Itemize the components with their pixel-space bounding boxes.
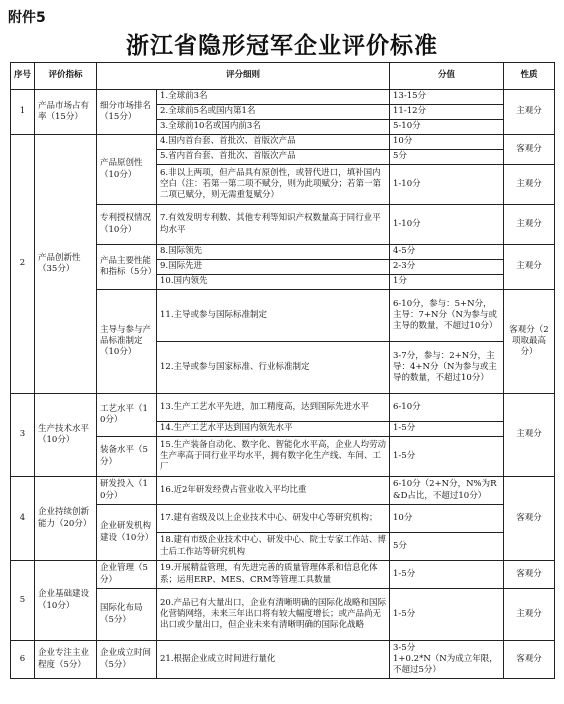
detail-cell: 18.建有市级企业技术中心、研发中心、院士专家工作站、博士后工作站等研究机构 [157,533,390,561]
score-cell: 1分 [390,275,504,290]
score-cell: 6-10分，参与：5+N分，主导：7+N分（N为参与或主导的数量，不超过10分） [390,290,504,342]
nature-cell: 客观分 [504,135,555,165]
score-cell: 1-5分 [390,561,504,589]
group-number: 3 [11,394,35,477]
table-row [11,477,555,505]
score-cell: 1-5分 [390,589,504,641]
sub-indicator: 研发投入（10分） [97,477,157,505]
score-cell: 5分 [390,150,504,165]
group-indicator: 产品市场占有率（15分） [35,90,97,135]
detail-cell: 11.主导或参与国际标准制定 [157,290,390,342]
header-score: 分值 [390,63,504,90]
nature-cell: 主观分 [504,394,555,477]
table-row [11,90,555,105]
detail-cell: 8.国际领先 [157,245,390,260]
score-cell: 13-15分 [390,90,504,105]
detail-cell: 2.全球前5名或国内第1名 [157,105,390,120]
nature-cell: 客观分 [504,561,555,589]
nature-cell: 客观分 [504,641,555,679]
sub-indicator: 企业研发机构建设（10分） [97,505,157,561]
sub-indicator: 专利授权情况（10分） [97,205,157,245]
nature-cell: 主观分 [504,165,555,205]
nature-cell: 客观分（2项取最高分） [504,290,555,394]
score-cell: 10分 [390,135,504,150]
score-cell: 1-10分 [390,205,504,245]
score-cell: 11-12分 [390,105,504,120]
nature-cell: 主观分 [504,205,555,245]
group-indicator: 生产技术水平（10分） [35,394,97,477]
sub-indicator: 企业成立时间（5分） [97,641,157,679]
score-cell: 3-5分 1+0.2*N（N为成立年限，不超过5分） [390,641,504,679]
nature-cell: 主观分 [504,245,555,290]
evaluation-table [10,62,555,679]
detail-cell: 15.生产装备自动化、数字化、智能化水平高，企业人均劳动生产率高于同行业平均水平，拥有数字化生产线、车间、工厂 [157,437,390,477]
attachment-label: 附件5 [8,10,46,26]
detail-cell: 20.产品已有大量出口，企业有清晰明确的国际化战略和国际化营销网络，未来三年出口将有较大幅度增长；或产品尚无出口或少量出口，但企业未来有清晰明确的国际化战略 [157,589,390,641]
group-number: 4 [11,477,35,561]
group-indicator: 产品创新性（35分） [35,135,97,394]
detail-cell: 17.建有省级及以上企业技术中心、研发中心等研究机构； [157,505,390,533]
detail-cell: 5.省内首台套、首批次、首版次产品 [157,150,390,165]
table-row [11,561,555,589]
group-indicator: 企业基础建设（10分） [35,561,97,641]
detail-cell: 14.生产工艺水平达到国内领先水平 [157,422,390,437]
detail-cell: 9.国际先进 [157,260,390,275]
nature-cell: 主观分 [504,90,555,135]
detail-cell: 21.根据企业成立时间进行量化 [157,641,390,679]
sub-indicator: 细分市场排名（15分） [97,90,157,135]
table-row [11,641,555,679]
nature-cell: 主观分 [504,589,555,641]
score-cell: 6-10分 [390,394,504,422]
nature-cell: 客观分 [504,477,555,561]
detail-cell: 19.开展精益管理，有先进完善的质量管理体系和信息化体系；运用ERP、MES、CRM等管理工具数量 [157,561,390,589]
page-title: 浙江省隐形冠军企业评价标准 [126,32,438,59]
score-cell: 1-5分 [390,422,504,437]
sub-indicator: 主导与参与产品标准制定（10分） [97,290,157,394]
group-number: 6 [11,641,35,679]
score-cell: 5-10分 [390,120,504,135]
sub-indicator: 国际化布局（5分） [97,589,157,641]
group-indicator: 企业专注主业程度（5分） [35,641,97,679]
detail-cell: 10.国内领先 [157,275,390,290]
detail-cell: 7.有效发明专利数、其他专利等知识产权数量高于同行业平均水平 [157,205,390,245]
sub-indicator: 企业管理（5分） [97,561,157,589]
table-header-row [11,63,555,90]
header-nature: 性质 [504,63,555,90]
score-cell: 4-5分 [390,245,504,260]
detail-cell: 13.生产工艺水平先进，加工精度高，达到国际先进水平 [157,394,390,422]
detail-cell: 12.主导或参与国家标准、行业标准制定 [157,342,390,394]
group-number: 2 [11,135,35,394]
table-row [11,135,555,150]
score-cell: 10分 [390,505,504,533]
detail-cell: 16.近2年研发经费占营业收入平均比重 [157,477,390,505]
score-cell: 3-7分，参与：2+N分，主导：4+N分（N为参与或主导的数量，不超过10分） [390,342,504,394]
sub-indicator: 装备水平（5分） [97,437,157,477]
header-detail: 评分细则 [97,63,390,90]
score-cell: 5分 [390,533,504,561]
score-cell: 1-10分 [390,165,504,205]
table-row [11,394,555,422]
sub-indicator: 工艺水平（10分） [97,394,157,437]
detail-cell: 1.全球前3名 [157,90,390,105]
group-indicator: 企业持续创新能力（20分） [35,477,97,561]
score-cell: 1-5分 [390,437,504,477]
detail-cell: 3.全球前10名或国内前3名 [157,120,390,135]
sub-indicator: 产品主要性能和指标（5分） [97,245,157,290]
sub-indicator: 产品原创性（10分） [97,135,157,205]
header-seq: 序号 [11,63,35,90]
detail-cell: 6.非以上两项，但产品具有原创性，或替代进口，填补国内空白（注：若第一第二项不赋分，则为此项赋分；若第一第二项已赋分，则无需重复赋分） [157,165,390,205]
group-number: 1 [11,90,35,135]
score-cell: 2-3分 [390,260,504,275]
group-number: 5 [11,561,35,641]
header-indicator: 评价指标 [35,63,97,90]
detail-cell: 4.国内首台套、首批次、首版次产品 [157,135,390,150]
score-cell: 6-10分（2+N分，N%为R&D占比，不超过10分） [390,477,504,505]
